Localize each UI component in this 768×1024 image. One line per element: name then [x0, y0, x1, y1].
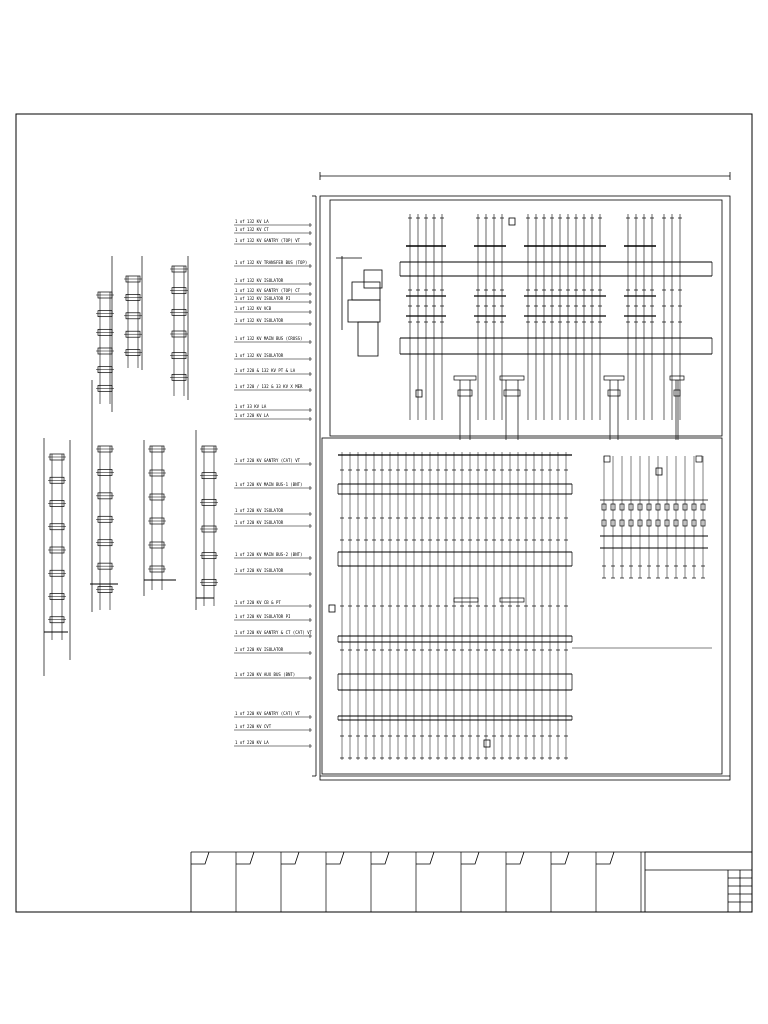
title-block-cell — [371, 852, 389, 864]
legend-label: 1 of 220 KV LA — [235, 740, 269, 745]
legend-label: 1 of 220 KV LA — [235, 413, 269, 418]
markers — [329, 218, 662, 747]
legend-label: 1 of 132 KV MAIN BUS (CROSS) — [235, 336, 303, 341]
legend-label: 1 of 220 KV AUX BUS (BNT) — [235, 672, 296, 677]
title-block-cell — [596, 852, 614, 864]
legend-label: 1 of 220 KV CVT — [235, 724, 272, 729]
legend-label: 1 of 220 KV ISOLATOR — [235, 520, 284, 525]
legend-label: 1 of 220 KV ISOLATOR — [235, 647, 284, 652]
legend-label: 1 of 220 KV GANTRY & CT (CAT) VT — [235, 630, 313, 635]
legend-label: 1 of 220 KV ISOLATOR PI — [235, 614, 291, 619]
legend-label: 1 of 220 KV MAIN BUS-2 (BNT) — [235, 552, 303, 557]
legend-label: 1 of 132 KV TRANSFER BUS (TOP) — [235, 260, 308, 265]
legend-label: 1 of 220 KV CB & PT — [235, 600, 281, 605]
title-block-cell — [236, 852, 254, 864]
legend-label: 1 of 220 KV MAIN BUS-1 (BNT) — [235, 482, 303, 487]
legend-label: 1 of 132 KV ISOLATOR — [235, 318, 284, 323]
title-block — [191, 852, 752, 912]
legend-label: 1 of 132 KV GANTRY (TOP) CT — [235, 288, 301, 293]
title-block-cell — [461, 852, 479, 864]
legend-label: 1 of 132 KV ISOLATOR — [235, 278, 284, 283]
legend-label: 1 of 132 KV VCB — [235, 306, 272, 311]
legend-label: 1 of 132 KV ISOLATOR — [235, 353, 284, 358]
legend-label: 1 of 220 KV ISOLATOR — [235, 508, 284, 513]
legend-label: 1 of 132 KV ISOLATOR PI — [235, 296, 291, 301]
legend-label: 1 of 220 & 132 KV PT & LA — [235, 368, 296, 373]
title-block-cell — [416, 852, 434, 864]
legend-label: 1 of 33 KV LA — [235, 404, 267, 409]
legend-label: 1 of 220 KV GANTRY (CAT) VT — [235, 458, 301, 463]
drawing-border — [16, 114, 752, 912]
legend — [234, 219, 313, 748]
main-layout — [312, 172, 730, 780]
legend-label: 1 of 220 KV ISOLATOR — [235, 568, 284, 573]
title-block-cell — [506, 852, 524, 864]
legend-label: 1 of 220 KV GANTRY (CAT) VT — [235, 711, 301, 716]
title-block-cell — [191, 852, 209, 864]
yard-33kv — [600, 456, 708, 578]
legend-label: 1 of 132 KV CT — [235, 227, 269, 232]
yard-220kv — [338, 452, 712, 760]
legend-label: 1 of 132 KV GANTRY (TOP) VT — [235, 238, 301, 243]
section-elevations — [44, 256, 218, 676]
title-block-cell — [326, 852, 344, 864]
yard-132kv — [400, 214, 712, 440]
title-block-cell — [551, 852, 569, 864]
title-block-cell — [281, 852, 299, 864]
legend-label: 1 of 132 KV LA — [235, 219, 269, 224]
legend-label: 1 of 220 / 132 & 33 KV X MER — [235, 384, 303, 389]
